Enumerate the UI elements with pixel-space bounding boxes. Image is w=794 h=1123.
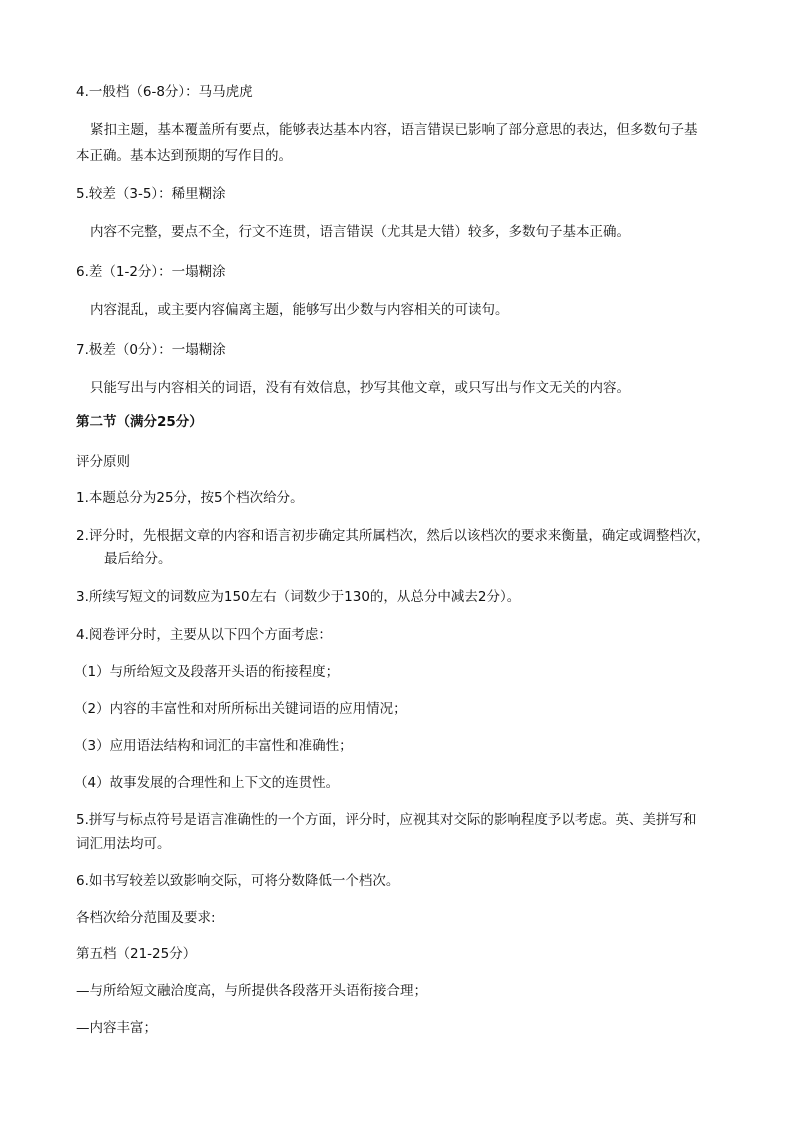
- grade-4-description: 紧扣主题，基本覆盖所有要点，能够表达基本内容，语言错误已影响了部分意思的表达，但多数句子基: [90, 122, 698, 138]
- grade-7-heading: 7.极差（0分）：一塌糊涂: [76, 342, 226, 358]
- aspect-1: （1）与所给短文及段落开头语的衔接程度；: [74, 664, 340, 680]
- tier-5-heading: 第五档（21-25分）: [76, 946, 197, 962]
- grade-6-description: 内容混乱，或主要内容偏离主题，能够写出少数与内容相关的可读句。: [90, 302, 509, 318]
- principle-6: 6.如书写较差以致影响交际，可将分数降低一个档次。: [76, 873, 400, 889]
- aspect-3: （3）应用语法结构和词汇的丰富性和准确性；: [74, 738, 353, 754]
- grade-5-heading: 5.较差（3-5）：稀里糊涂: [76, 186, 226, 202]
- grade-ranges-heading: 各档次给分范围及要求:: [76, 910, 216, 926]
- grade-7-description: 只能写出与内容相关的词语，没有有效信息，抄写其他文章，或只写出与作文无关的内容。: [90, 380, 630, 396]
- aspect-4: （4）故事发展的合理性和上下文的连贯性。: [74, 775, 340, 791]
- grade-5-description: 内容不完整，要点不全，行文不连贯，语言错误（尤其是大错）较多，多数句子基本正确。: [90, 224, 630, 240]
- principle-4: 4.阅卷评分时，主要从以下四个方面考虑：: [76, 627, 332, 643]
- principle-5: 5.拼写与标点符号是语言准确性的一个方面，评分时，应视其对交际的影响程度予以考虑。英、美拼写和: [76, 812, 697, 828]
- scoring-principles-heading: 评分原则: [76, 454, 130, 470]
- grade-4-heading: 4.一般档（6-8分）：马马虎虎: [76, 84, 253, 100]
- grade-4-description-cont: 本正确。基本达到预期的写作目的。: [76, 148, 292, 164]
- principle-2-cont: 最后给分。: [104, 551, 172, 567]
- principle-5-cont: 词汇用法均可。: [76, 836, 171, 852]
- principle-3: 3.所续写短文的词数应为150左右（词数少于130的，从总分中减去2分）。: [76, 589, 521, 605]
- grade-6-heading: 6.差（1-2分）：一塌糊涂: [76, 264, 226, 280]
- section-two-title: 第二节（满分25分）: [76, 414, 203, 430]
- tier-5-criterion-1: —与所给短文融洽度高，与所提供各段落开头语衔接合理；: [76, 983, 427, 999]
- aspect-2: （2）内容的丰富性和对所所标出关键词语的应用情况；: [74, 701, 407, 717]
- principle-2: 2.评分时，先根据文章的内容和语言初步确定其所属档次，然后以该档次的要求来衡量，确定或调整档次，: [76, 528, 710, 544]
- tier-5-criterion-2: —内容丰富；: [76, 1020, 157, 1036]
- principle-1: 1.本题总分为25分，按5个档次给分。: [76, 490, 304, 506]
